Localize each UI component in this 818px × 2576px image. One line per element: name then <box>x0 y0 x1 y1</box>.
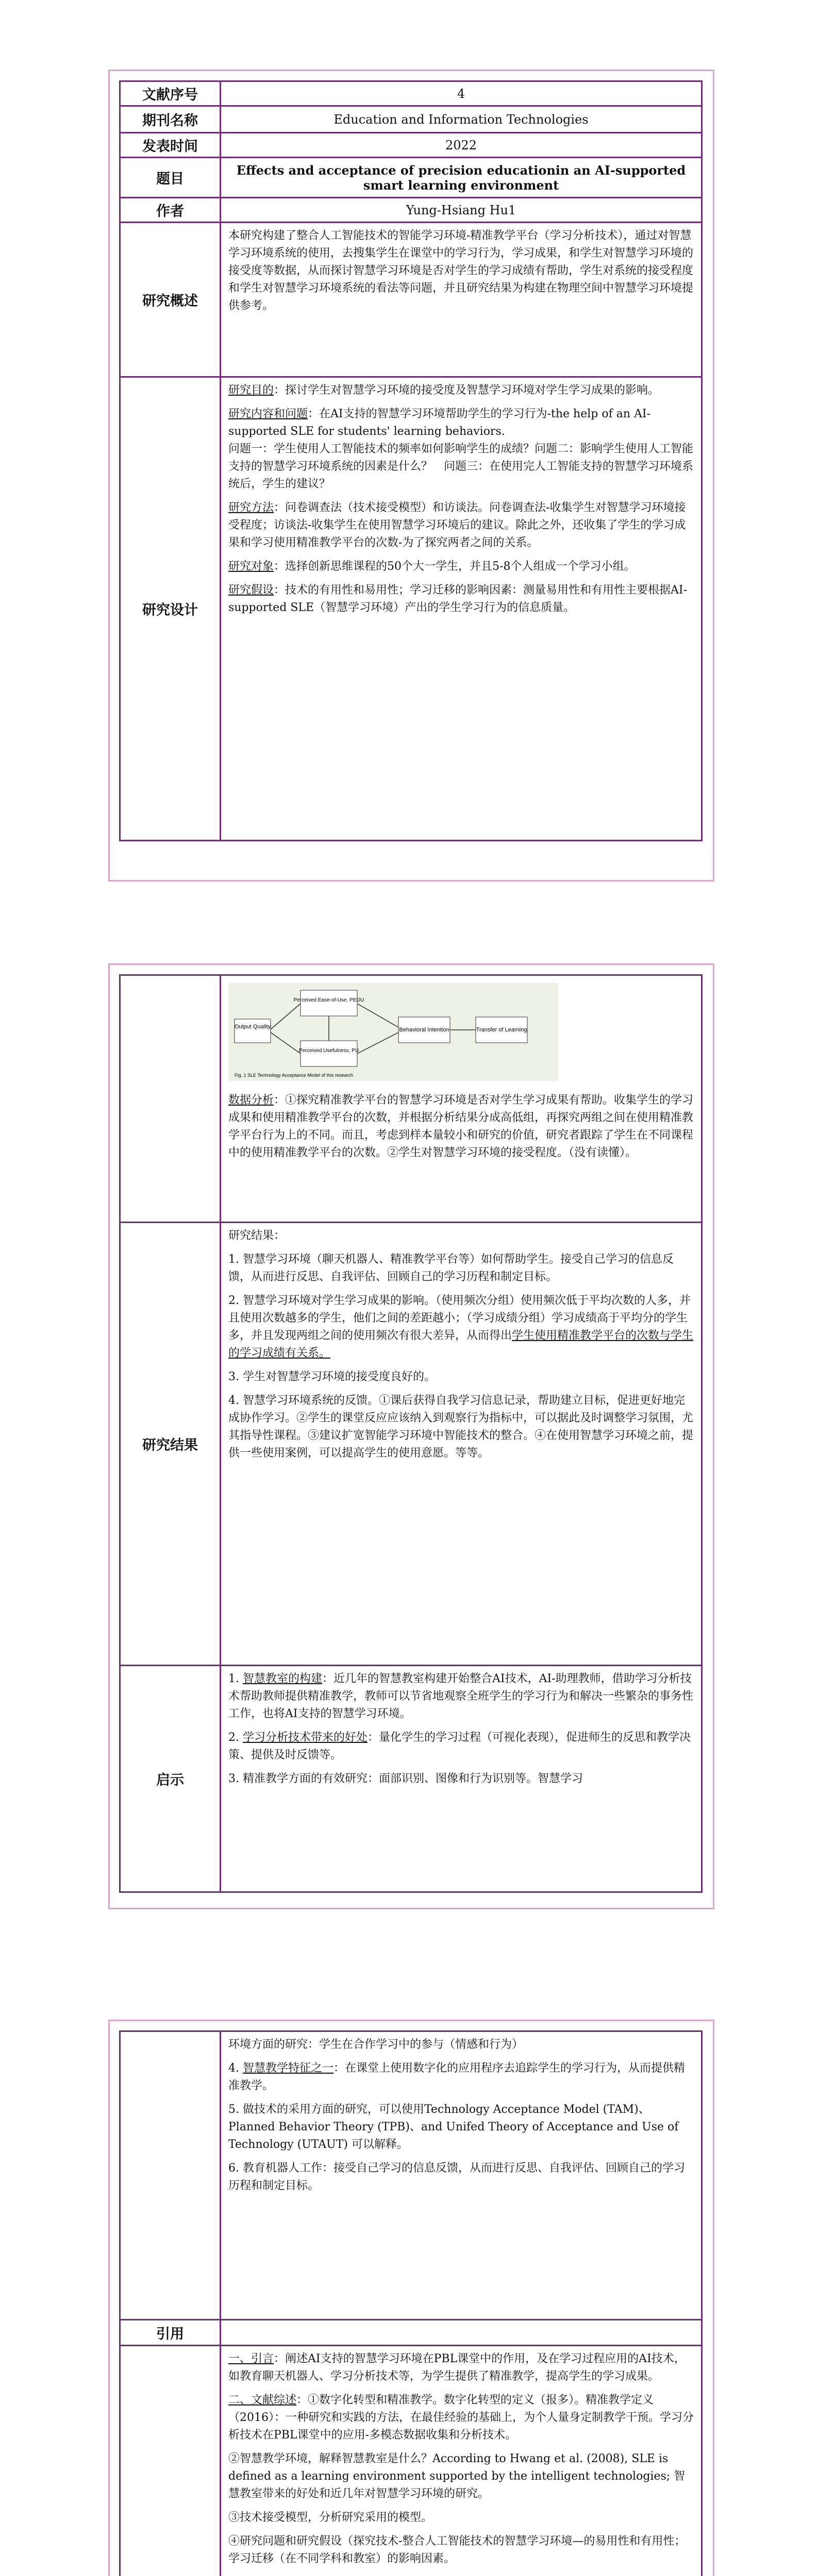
info-table-2 <box>119 974 703 1893</box>
year-label: 发表时间 <box>120 133 221 158</box>
results-label: 研究结果 <box>120 1223 221 1666</box>
title-value: Effects and acceptance of precision educationin an AI-supported smart learning environment <box>221 158 702 198</box>
citation-label: 引用 <box>120 2320 221 2346</box>
doc-no-label: 文献序号 <box>120 81 221 106</box>
subject-text: ：选择创新思维课程的50个大一学生，并且5-8个人组成一个学习小组。 <box>274 560 636 573</box>
journal-label: 期刊名称 <box>120 106 221 133</box>
output-quality-box <box>235 1019 271 1043</box>
overview-label: 研究概述 <box>120 223 221 377</box>
purpose-text: ：探讨学生对智慧学习环境的接受度及智慧学习环境对学生学习成果的影响。 <box>274 384 660 397</box>
section-2-text: ：①数字化转型和精准教学。数字化转型的定义（报多）。精准教学定义（2016）：一种研究和实践的方法，在最佳经验的基础上，为个人量身定制教学干预。学习分析技术在PBL课堂中的应用-多模态数据收集和分析技术。 <box>228 2394 694 2442</box>
section-2d: ④研究问题和研究假设（探究技术-整合人工智能技术的智慧学习环境—的易用性和有用性；学习迁移（在不同学科和教室）的影响因素。 <box>228 2535 686 2565</box>
inspiration-label: 启示 <box>120 1666 221 1892</box>
hypothesis-heading: 研究假设 <box>228 584 274 597</box>
section-2c: ③技术接受模型，分析研究采用的模型。 <box>228 2511 433 2524</box>
section-1-text: ：阐述AI支持的智慧学习环境在PBL课堂中的作用，及在学习过程应用的AI技术，如教育聊天机器人、学习分析技术等，为学生提供了精准教学，提高学生的学习成果。 <box>228 2352 686 2383</box>
result-2-conclusion: 学生使用精准教学平台的次数与学生的学习成绩有关系。 <box>228 1329 694 1360</box>
insight-3: 3. 精准教学方面的有效研究：面部识别、图像和行为识别等。智慧学习 <box>228 1772 583 1785</box>
insight-2-heading: 学习分析技术带来的好处 <box>242 1731 368 1744</box>
info-table-3 <box>119 2030 703 2576</box>
author-label: 作者 <box>120 198 221 223</box>
insight-2: 2. 学习分析技术带来的好处：量化学生的学习过程（可视化表现），促进师生的反思和教学决策、提供及时反馈等。 <box>228 1731 691 1761</box>
page-3 <box>108 2020 714 2576</box>
pu-box <box>298 1041 359 1066</box>
pu-label: Perceived Usefulness, PU <box>298 1048 359 1054</box>
hypothesis-para <box>228 582 694 617</box>
result-1: 1. 智慧学习环境（聊天机器人、精准教学平台等）如何帮助学生。接受自己学习的信息反馈，从而进行反思、自我评估、回顾自己的学习历程和制定目标。 <box>228 1253 674 1283</box>
page-1 <box>108 70 714 882</box>
results-heading: 研究结果： <box>228 1229 286 1242</box>
section-1 <box>228 2350 694 2385</box>
doc-no-value: 4 <box>221 81 702 106</box>
section-1-heading: 一、引言 <box>228 2352 274 2365</box>
section-2-heading: 二、文献综述 <box>228 2394 297 2406</box>
hypothesis-text: ：技术的有用性和易用性；学习迁移的影响因素：测量易用性和有用性主要根据AI-supported SLE（智慧学习环境）产出的学生学习行为的信息质量。 <box>228 584 688 614</box>
outline-label <box>120 2346 221 2576</box>
output-quality-label: Output Quality <box>234 1024 271 1030</box>
insight-5: 5. 做技术的采用方面的研究，可以使用Technology Acceptance Model (TAM)、Planned Behavior Theory (TPB)、and Unifed Theory of Acceptance and Use of Technology (UTAUT) 可以解释。 <box>228 2103 679 2151</box>
insight-1: 1. 智慧教室的构建：近几年的智慧教室构建开始整合AI技术，AI-助理教师，借助学习分析技术帮助教师提供精准教学，教师可以节省地观察全班学生的学习行为和解决一些繁杂的事务性工作，也将AI支持的智慧学习环境。 <box>228 1672 694 1720</box>
insight-2-text: ：量化学生的学习过程（可视化表现），促进师生的反思和教学决策、提供及时反馈等。 <box>228 1731 691 1761</box>
section-3-heading <box>228 2574 694 2576</box>
page-2 <box>108 963 714 1909</box>
analysis-para <box>228 1092 694 1162</box>
result-4: 4. 智慧学习环境系统的反馈。①课后获得自我学习信息记录，帮助建立目标，促进更好地完成协作学习。②学生的课堂反应应该纳入到观察行为指标中，可以据此及时调整学习氛围，尤其指导性课程。③建议扩宽智能学习环境中智能技术的整合。④在使用智慧学习环境之前，提供一些使用案例，可以提高学生的使用意愿。等等。 <box>228 1394 694 1460</box>
result-2-text: 2. 智慧学习环境对学生学习成果的影响。（使用频次分组）使用频次低于平均次数的人多，并且使用次数越多的学生，他们之间的差距越小；（学习成绩分组）学习成绩高于平均分的学生多，并且发现两组之间的使用频次有很大差异，从而得出 <box>228 1294 691 1342</box>
question-heading: 研究内容和问题 <box>228 408 308 420</box>
year-value: 2022 <box>221 133 702 158</box>
design-label: 研究设计 <box>120 377 221 841</box>
subject-para <box>228 558 694 575</box>
tol-label: Transfer of Learning <box>476 1027 527 1033</box>
result-2 <box>228 1292 694 1362</box>
purpose-heading: 研究目的 <box>228 384 274 397</box>
insight-1-heading: 智慧教室的构建 <box>242 1672 322 1685</box>
title-label: 题目 <box>120 158 221 198</box>
insight-4-text: ：在课堂上使用数字化的应用程序去追踪学生的学习行为，从而提供精准教学。 <box>228 2062 686 2092</box>
peou-box <box>301 990 357 1016</box>
info-table-1 <box>119 80 703 841</box>
purpose-para <box>228 382 694 399</box>
insight-4-heading: 智慧教学特征之一 <box>242 2062 333 2075</box>
tam-model-figure <box>228 983 558 1081</box>
question-text-2: 问题一：学生使用人工智能技术的频率如何影响学生的成绩？问题二：影响学生使用人工智能支持的智慧学习环境系统的因素是什么？ 问题三：在使用完人工智能支持的智慧学习环境系统后，学生的建议？ <box>228 443 694 490</box>
overview-text: 本研究构建了整合人工智能技术的智能学习环境-精准教学平台（学习分析技术），通过对智慧学习环境系统的使用，去搜集学生在课堂中的学习行为，学习成果，和学生对智慧学习环境的接受度等数据，从而探讨智慧学习环境是否对学生的学习成绩有帮助，学生对系统的接受程度和学生对智慧学习环境系统的看法等问题，并且研究结果为构建在物理空间中智慧学习环境提供参考。 <box>228 229 694 312</box>
figure-caption: Fig. 1 SLE Technology Acceptance Model of this research <box>235 1073 353 1078</box>
insight-4: 4. 智慧教学特征之一：在课堂上使用数字化的应用程序去追踪学生的学习行为，从而提供精准教学。 <box>228 2062 686 2092</box>
question-text-1: ：在AI支持的智慧学习环境帮助学生的学习行为-the help of an AI-supported SLE for students' learning behaviors. <box>228 408 651 438</box>
insight-1-text: ：近几年的智慧教室构建开始整合AI技术，AI-助理教师，借助学习分析技术帮助教师提供精准教学，教师可以节省地观察全班学生的学习行为和解决一些繁杂的事务性工作，也将AI支持的智慧学习环境。 <box>228 1672 694 1720</box>
result-3: 3. 学生对智慧学习环境的接受度良好的。 <box>228 1370 436 1383</box>
section-2b: ②智慧教学环境，解释智慧教室是什么？According to Hwang et al. (2008), SLE is defined as a learning environment supported by the intelligent technologies; 智慧教室带来的好处和近几年对智慧学习环境的研究。 <box>228 2452 686 2500</box>
question-para <box>228 405 694 493</box>
method-heading: 研究方法 <box>228 501 274 514</box>
author-value: Yung-Hsiang Hu1 <box>221 198 702 223</box>
analysis-heading: 数据分析 <box>228 1094 274 1107</box>
bi-label: Behavioral Intention <box>399 1027 449 1033</box>
journal-value: Education and Information Technologies <box>221 106 702 133</box>
insight-3-cont: 环境方面的研究：学生在合作学习中的参与（情感和行为） <box>228 2038 524 2051</box>
citation-value <box>221 2320 702 2346</box>
subject-heading: 研究对象 <box>228 560 274 573</box>
analysis-text: ：①探究精准教学平台的智慧学习环境是否对学生学习成果有帮助。收集学生的学习成果和使用精准教学平台的次数，并根据分析结果分成高低组，再探究两组之间在使用精准教学平台行为上的不同。而且，考虑到样本量较小和研究的价值，研究者跟踪了学生在不同课程中的使用精准教学平台的次数。②学生对智慧学习环境的接受程度。（没有读懂）。 <box>228 1094 694 1159</box>
method-para <box>228 499 694 552</box>
method-text: ：问卷调查法（技术接受模型）和访谈法。问卷调查法-收集学生对智慧学习环境接受程度；访谈法-收集学生在使用智慧学习环境后的建议。除此之外，还收集了学生的学习成果和学习使用精准教学平台的次数-为了探究两者之间的关系。 <box>228 501 686 549</box>
insight-6: 6. 教育机器人工作：接受自己学习的信息反馈，从而进行反思、自我评估、回顾自己的学习历程和制定目标。 <box>228 2162 685 2192</box>
section-2 <box>228 2392 694 2444</box>
peou-label: Perceived Ease-of-Use, PEOU <box>293 997 364 1003</box>
